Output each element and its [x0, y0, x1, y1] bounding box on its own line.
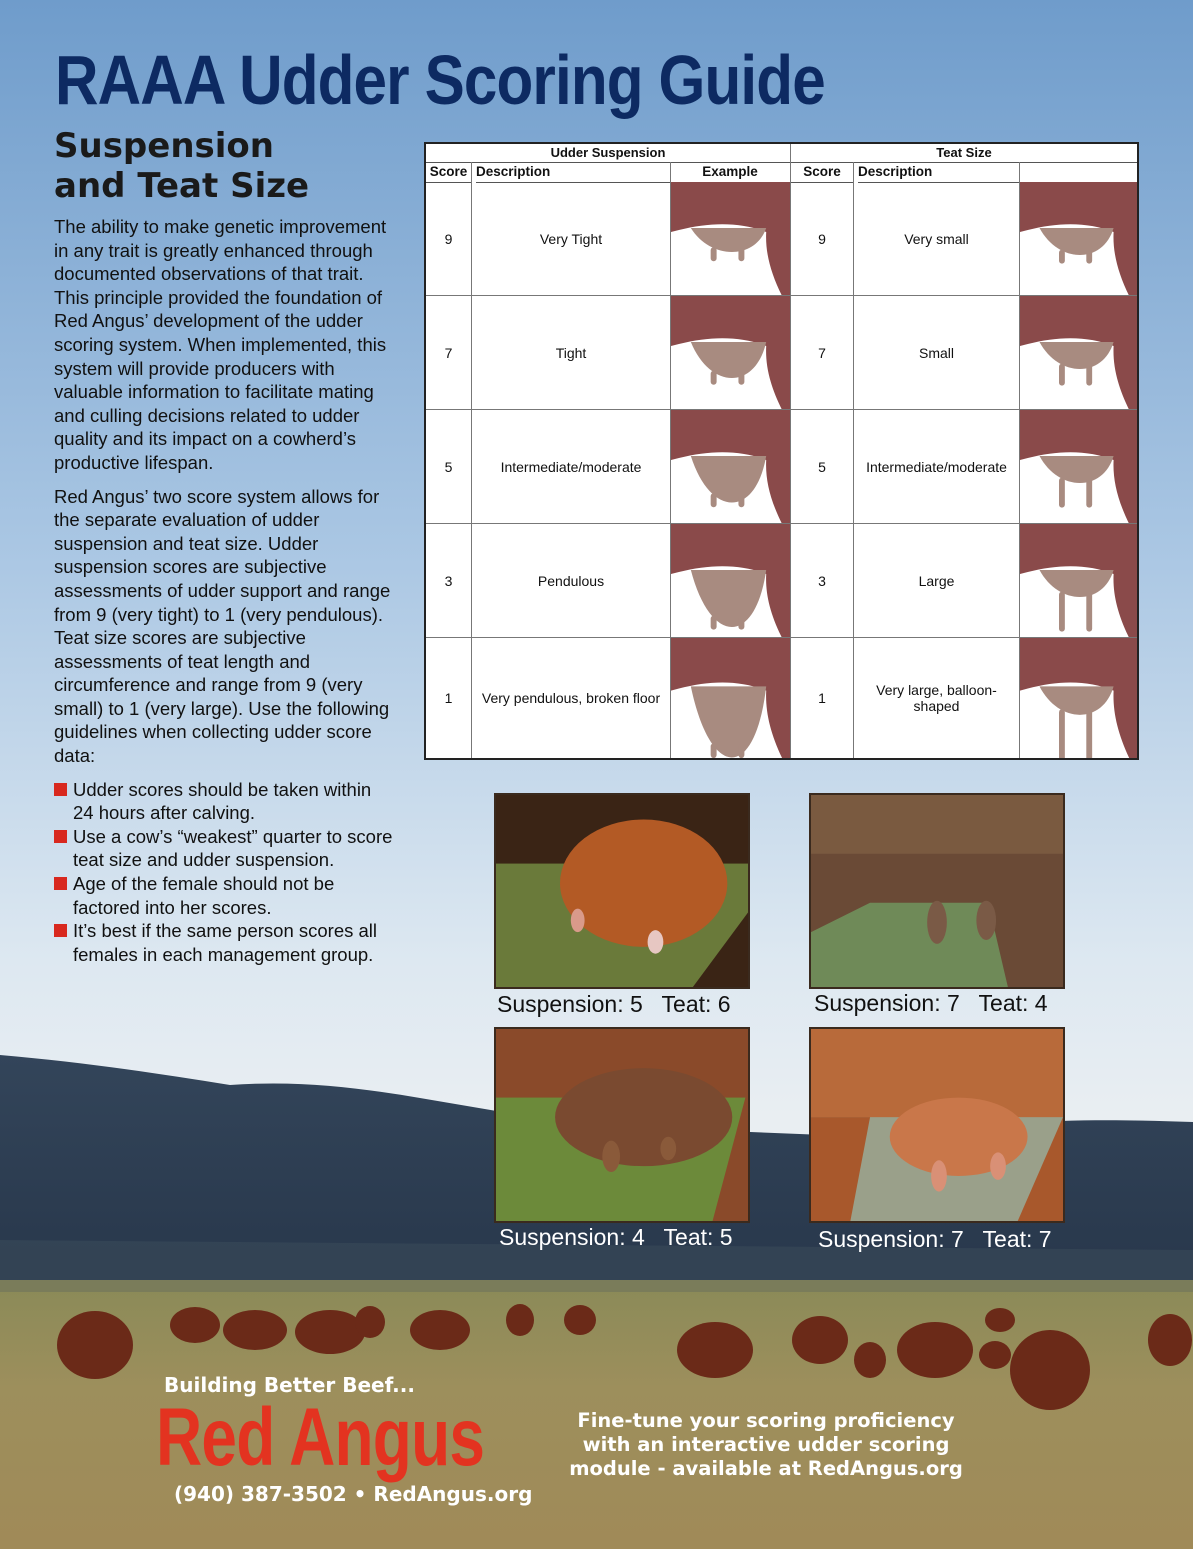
- guideline-item: Udder scores should be taken within 24 hours after calving.: [54, 778, 394, 825]
- table-row: [426, 524, 1137, 638]
- page-title: RAAA Udder Scoring Guide: [55, 41, 825, 119]
- suspension-score: 3: [444, 573, 453, 589]
- paragraph-2: Red Angus’ two score system allows for the separate evaluation of udder suspension and teat size. Udder suspension scores are subjective assessments of udder support and range from 9 (very tight) to 1 (very pendulous). Teat size scores are subjective assessments of teat length and circumference and range from 9 (very small) to 1 (very large). Use the following guidelines when collecting udder score data:: [54, 485, 391, 767]
- section-subtitle: [54, 126, 384, 206]
- teat-score: 3: [818, 573, 826, 589]
- guideline-item: It’s best if the same person scores all females in each management group.: [54, 919, 394, 966]
- teat-example-image: [1020, 296, 1137, 410]
- intro-text: [54, 215, 394, 966]
- teat-description: Very large, balloon-shaped: [876, 682, 997, 714]
- teat-example-image: [1020, 638, 1137, 758]
- suspension-example-image: [671, 638, 790, 758]
- suspension-description: Pendulous: [537, 573, 605, 589]
- teat-score: 1: [818, 690, 826, 706]
- guideline-item: Use a cow’s “weakest” quarter to score teat size and udder suspension.: [54, 825, 394, 872]
- suspension-description: Tight: [555, 345, 587, 361]
- suspension-example-image: [671, 524, 790, 638]
- teat-description: Small: [918, 345, 954, 361]
- teat-score: 7: [818, 345, 826, 361]
- bullet-square-icon: [54, 924, 67, 937]
- subtitle-line-1: Suspension: [54, 126, 274, 166]
- red-angus-logo: Red Angus: [156, 1392, 485, 1483]
- udder-photo: [809, 793, 1065, 989]
- subtitle-line-2: and Teat Size: [54, 166, 310, 206]
- col-score-teat: Score: [791, 162, 853, 183]
- guideline-list: [54, 778, 394, 967]
- teat-description: Large: [918, 573, 955, 589]
- guideline-item: Age of the female should not be factored into her scores.: [54, 872, 394, 919]
- suspension-description: Intermediate/moderate: [500, 459, 642, 475]
- photo-caption: Suspension: 4 Teat: 5: [499, 1224, 733, 1250]
- suspension-example-image: [671, 410, 790, 524]
- promo-text: Fine-tune your scoring proficiency with an interactive udder scoring module - available at RedAngus.org: [569, 1409, 963, 1480]
- suspension-description: Very Tight: [539, 231, 603, 247]
- teat-example-image: [1020, 410, 1137, 524]
- suspension-score: 9: [444, 231, 453, 247]
- suspension-example-image: [671, 296, 790, 410]
- suspension-description: Very pendulous, broken floor: [481, 690, 661, 706]
- suspension-example-image: [671, 182, 790, 296]
- col-description-suspension: Description: [476, 162, 670, 183]
- udder-photo: [809, 1027, 1065, 1223]
- udder-scoring-table: [424, 142, 1139, 760]
- bullet-square-icon: [54, 783, 67, 796]
- bullet-square-icon: [54, 830, 67, 843]
- teat-size-header: Teat Size: [791, 144, 1137, 163]
- udder-photo: [494, 1027, 750, 1223]
- teat-example-image: [1020, 524, 1137, 638]
- tagline: Building Better Beef...: [164, 1373, 415, 1397]
- col-score-suspension: Score: [426, 162, 471, 183]
- udder-photo: [494, 793, 750, 989]
- teat-score: 5: [818, 459, 826, 475]
- col-description-teat: Description: [858, 162, 1019, 183]
- suspension-score: 1: [444, 690, 453, 706]
- contact-info: (940) 387-3502 • RedAngus.org: [174, 1482, 533, 1506]
- bullet-square-icon: [54, 877, 67, 890]
- table-row: [426, 182, 1137, 296]
- teat-score: 9: [818, 231, 826, 247]
- col-example: Example: [670, 162, 790, 183]
- table-row: [426, 638, 1137, 758]
- teat-description: Intermediate/moderate: [866, 459, 1007, 475]
- suspension-score: 7: [444, 345, 453, 361]
- suspension-header: Udder Suspension: [426, 144, 790, 163]
- table-row: [426, 410, 1137, 524]
- teat-description: Very small: [904, 231, 969, 247]
- paragraph-1: The ability to make genetic improvement in any trait is greatly enhanced through documented observations of that trait. This principle provided the foundation of Red Angus’ development of the udder scoring system. When implemented, this system will provide producers with valuable information to facilitate mating and culling decisions related to udder quality and its impact on a cowherd’s productive lifespan.: [54, 216, 387, 473]
- col-example-teat-blank: [1019, 162, 1137, 183]
- table-row: [426, 296, 1137, 410]
- photo-caption: Suspension: 7 Teat: 7: [818, 1226, 1052, 1252]
- teat-example-image: [1020, 182, 1137, 296]
- photo-caption: Suspension: 7 Teat: 4: [814, 990, 1048, 1016]
- suspension-score: 5: [444, 459, 453, 475]
- photo-caption: Suspension: 5 Teat: 6: [497, 991, 731, 1017]
